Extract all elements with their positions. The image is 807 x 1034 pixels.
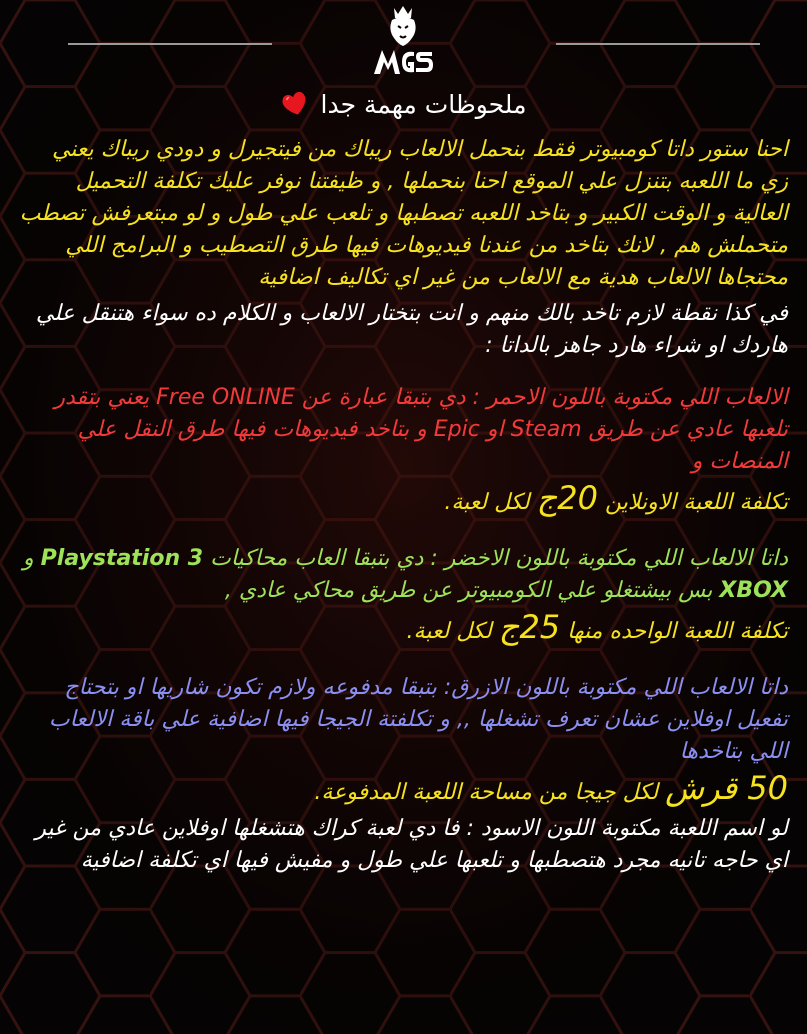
blue-section-paragraph: داتا الالعاب اللي مكتوبة باللون الازرق: بتبقا مدفوعه ولازم تكون شاريها او بتحتاج تفعيل اوفلاين عشان تعرف تشغلها ,, و تكلفتة الجيجا فيها اضافية علي باقة الالعاب اللي بتاخدها [48,675,788,764]
lion-crest-icon [368,4,438,76]
title-row [0,84,807,124]
green-section-paragraph [18,543,788,607]
divider-right [556,43,760,45]
blue-price-number: 50 قرش [665,769,788,807]
green-section-text-b: بس بيشتغلو علي الكومبيوتر عن طريق محاكي عادي , [224,578,713,603]
notes-content [18,134,788,877]
green-price-after: لكل لعبة. [406,619,492,644]
note-paragraph: في كذا نقطة لازم تاخد بالك منهم و انت بتختار الالعاب و الكلام ده سواء هتنقل علي هاردك او شراء هارد جاهز بالداتا : [35,301,788,358]
intro-paragraph: احنا ستور داتا كومبيوتر فقط بنحمل الالعاب ريباك من فيتجيرل و دودي ريباك يعني زي ما اللعبه بتنزل علي الموقع احنا بنحملها , و ظيفتنا نوفر عليك تكلفة التحميل العالية و الوقت الكبير و بتاخد اللعبه تصطبها و تلعب علي طول و لو مبتعرفش تصطب متحملش هم , لانك بتاخد من عندنا فيديوهات فيها طرق التصطيب و البرامج اللي محتجاها الالعاب هدية مع الالعاب من غير اي تكاليف اضافية [19,137,788,290]
red-section-text-d: و بتاخد فيديوهات فيها طرق النقل علي المنصات و [77,417,788,474]
blue-section-price [18,768,788,813]
steam-label: Steam [510,417,582,442]
green-section-price [18,607,788,652]
black-section-paragraph: لو اسم اللعبة مكتوبة اللون الاسود : فا دي لعبة كراك هتشغلها اوفلاين عادي من غير اي حاجه تانيه مجرد هتصطبها و تلعبها علي طول و مفيش فيها اي تكلفة اضافية [35,816,788,873]
free-online-label: Free ONLINE [156,385,295,410]
red-section-text-a: الالعاب اللي مكتوبة باللون الاحمر : دي بتبقا عبارة عن [301,385,788,410]
blue-price-after: لكل جيجا من مساحة اللعبة المدفوعة. [314,780,659,805]
red-price-number: 20ج [536,479,598,517]
page-title: ملحوظات مهمة جدا [320,89,527,119]
red-section-text-c: او [486,417,504,442]
xbox-label: XBOX [719,578,788,603]
divider-left [68,43,272,45]
green-price-number: 25ج [498,608,561,646]
header [0,0,807,90]
red-section-paragraph [18,382,788,478]
green-price-before: تكلفة اللعبة الواحده منها [567,619,788,644]
playstation-label: Playstation 3 [40,546,204,571]
red-section-price [18,478,788,523]
green-section-text-a: داتا الالعاب اللي مكتوبة باللون الاخضر : دي بتبقا العاب محاكيات [210,546,788,571]
green-and-label: و [23,546,34,571]
red-section-text-b: يعني بتقدر تلعبها عادي عن طريق [54,385,788,442]
epic-label: Epic [433,417,480,442]
heart-icon [281,90,309,118]
red-price-before: تكلفة اللعبة الاونلاين [604,490,788,515]
red-price-after: لكل لعبة. [444,490,530,515]
